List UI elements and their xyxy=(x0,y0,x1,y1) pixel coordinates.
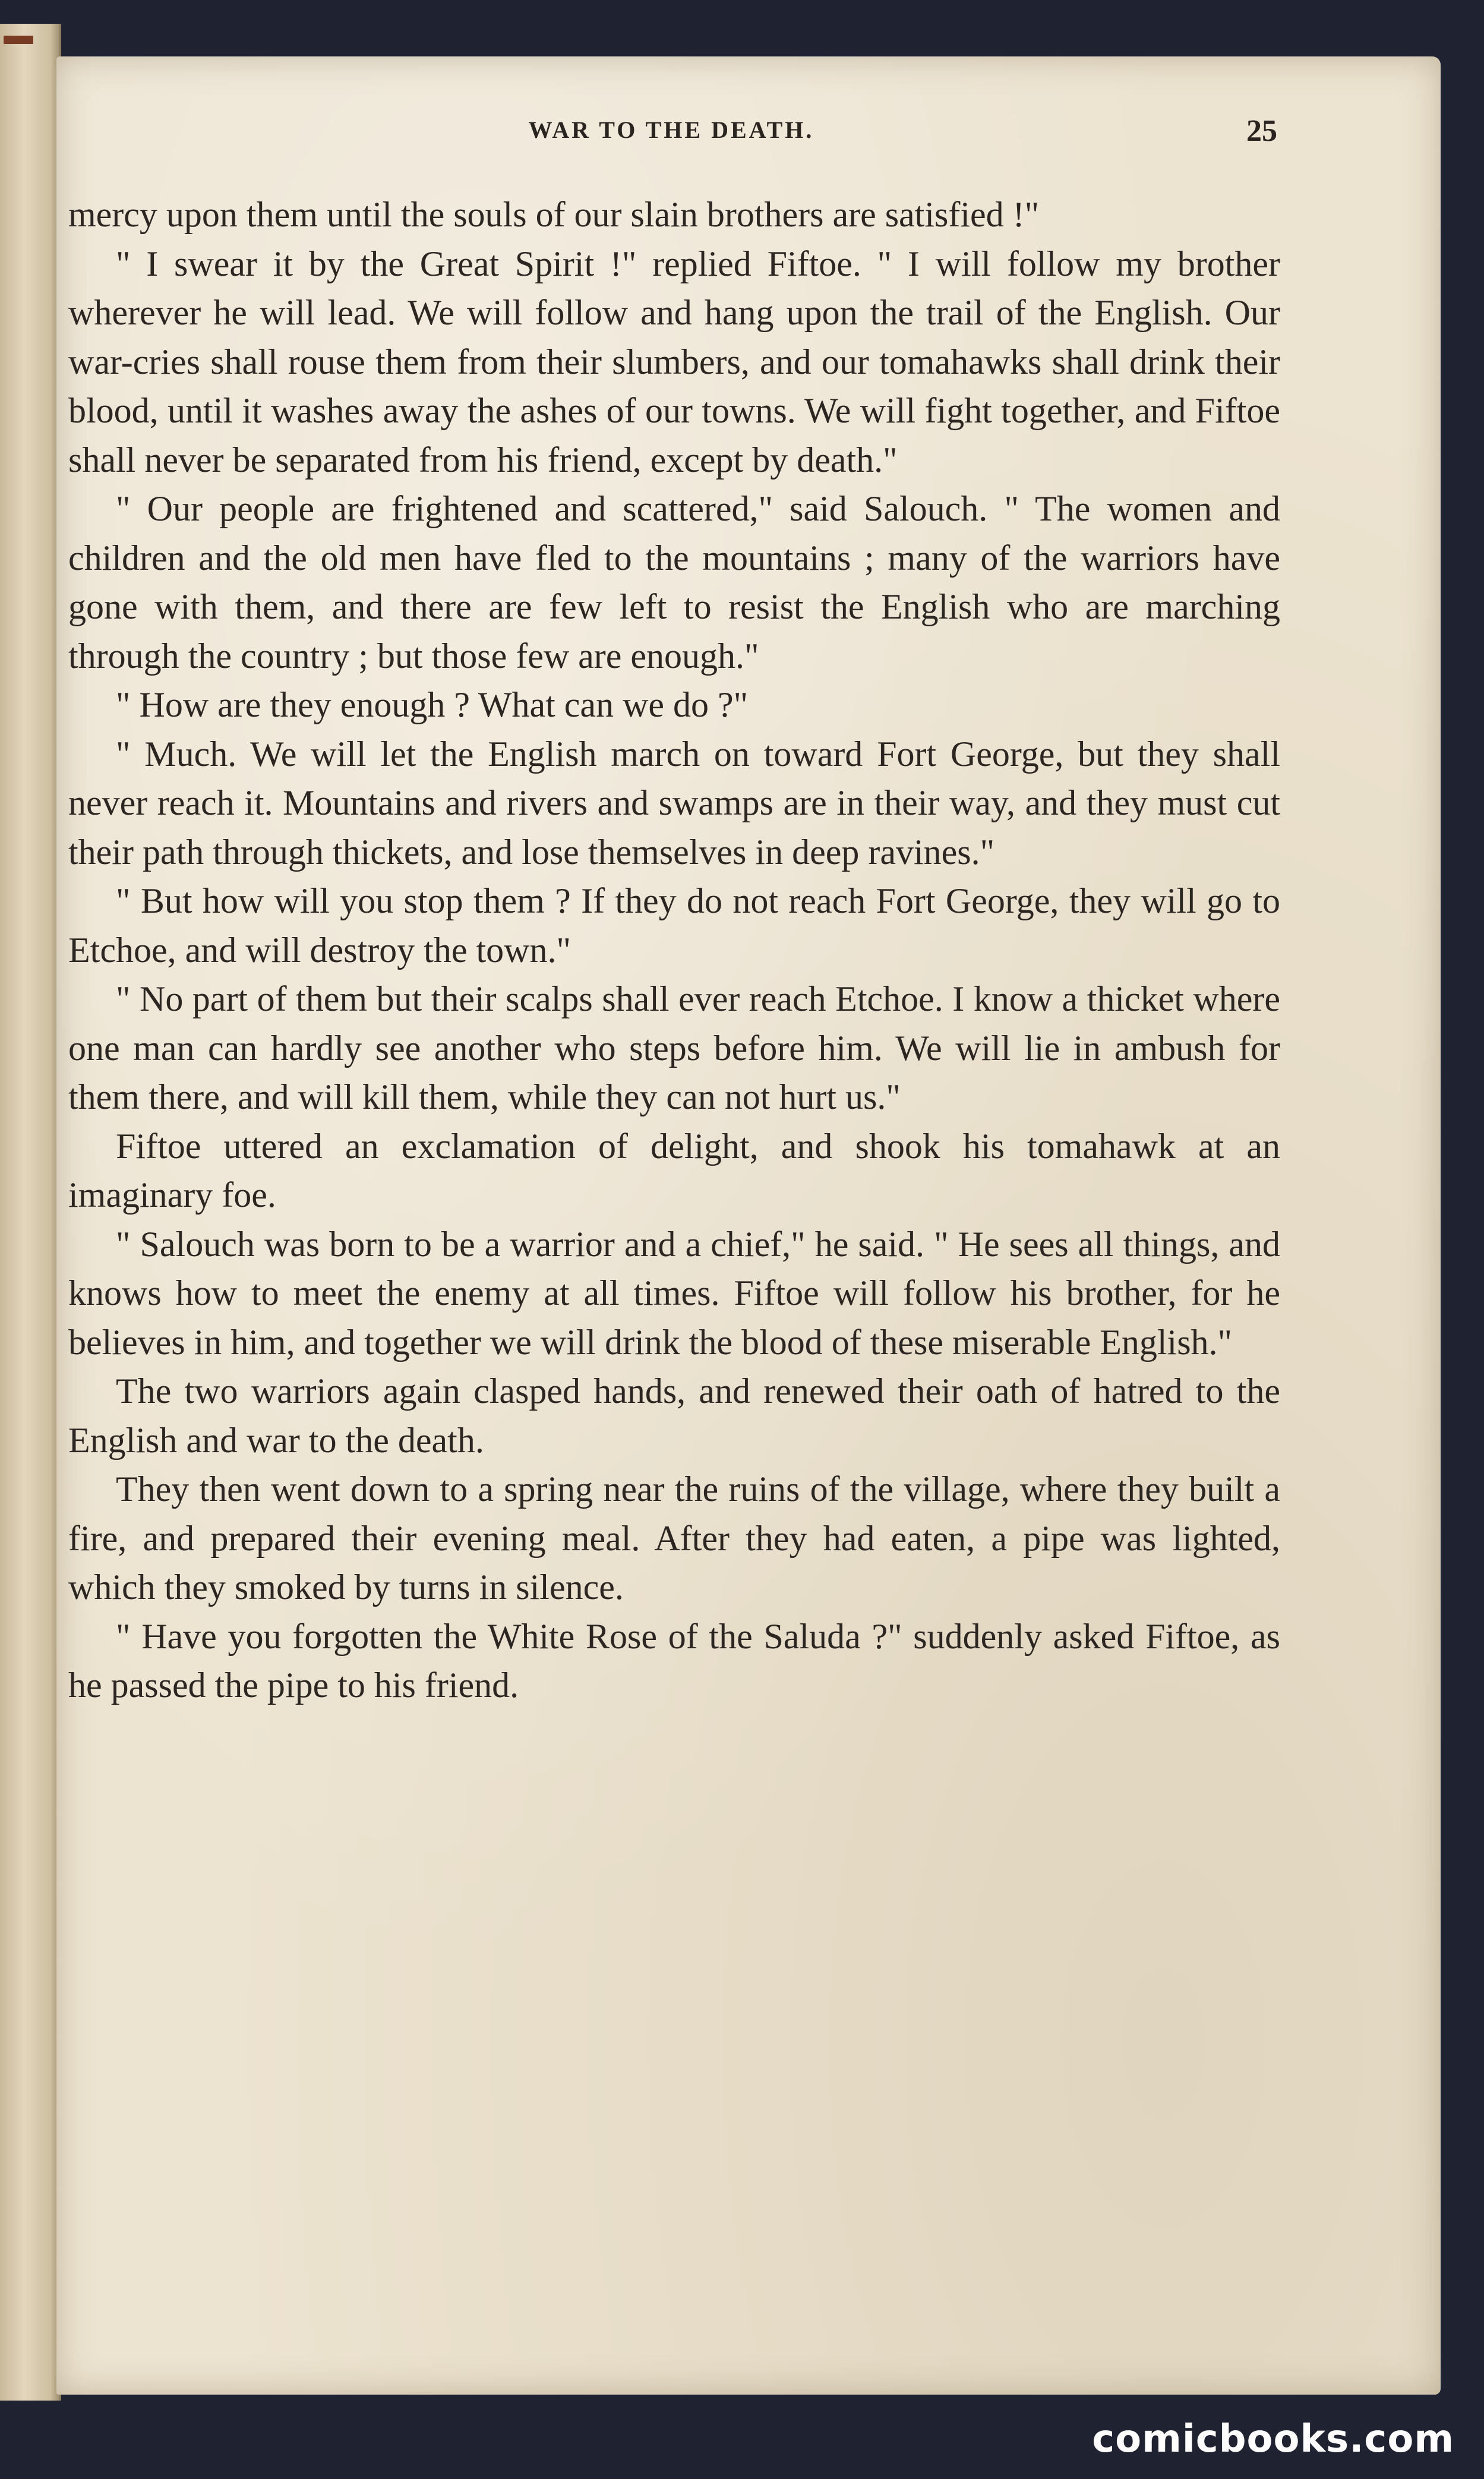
paragraph: " How are they enough ? What can we do ?" xyxy=(116,685,749,724)
paragraph: " I swear it by the Great Spirit !" replied Fiftoe. " I will follow my brother wherever he will lead. We will follow and hang upon the trail of the English. Our war-cries shall rouse them from their slumbers, and our tomahawks shall drink their blood, until it washes away the ashes of our towns. We will fight together, and Fiftoe shall never be separated from his friend, except by death." xyxy=(68,244,1280,480)
page-number: 25 xyxy=(1246,114,1277,148)
running-head xyxy=(65,116,1277,163)
paragraph: Fiftoe uttered an exclamation of delight, and shook his tomahawk at an imaginary foe. xyxy=(68,1126,1280,1215)
left-page-edge xyxy=(0,24,61,2401)
paragraph: " But how will you stop them ? If they do not reach Fort George, they will go to Etchoe, and will destroy the town." xyxy=(68,881,1280,970)
body-text xyxy=(68,190,1280,1710)
watermark: comicbooks.com xyxy=(1092,2417,1454,2461)
paragraph: " Much. We will let the English march on toward Fort George, but they shall never reach it. Mountains and rivers and swamps are in their way, and they must cut their path through thickets, and lose themselves in deep ravines." xyxy=(68,734,1280,872)
running-title: WAR TO THE DEATH. xyxy=(528,116,814,143)
paragraph: mercy upon them until the souls of our slain brothers are satisfied !" xyxy=(68,195,1040,234)
paragraph: They then went down to a spring near the ruins of the village, where they built a fire, and prepared their evening meal. After they had eaten, a pipe was lighted, which they smoked by turns in silence. xyxy=(68,1469,1280,1607)
paragraph: " Have you forgotten the White Rose of the Saluda ?" suddenly asked Fiftoe, as he passed the pipe to his friend. xyxy=(68,1616,1280,1705)
paragraph: The two warriors again clasped hands, and renewed their oath of hatred to the English and war to the death. xyxy=(68,1371,1280,1460)
binding-mark xyxy=(4,36,33,44)
paragraph: " Our people are frightened and scattered," said Salouch. " The women and children and the old men have fled to the mountains ; many of the warriors have gone with them, and there are few left to resist the English who are marching through the country ; but those few are enough." xyxy=(68,489,1280,676)
paragraph: " No part of them but their scalps shall ever reach Etchoe. I know a thicket where one man can hardly see another who steps before him. We will lie in ambush for them there, and will kill them, while they can not hurt us." xyxy=(68,979,1280,1117)
paragraph: " Salouch was born to be a warrior and a chief," he said. " He sees all things, and knows how to meet the enemy at all times. Fiftoe will follow his brother, for he believes in him, and together we will drink the blood of these miserable English." xyxy=(68,1224,1280,1362)
